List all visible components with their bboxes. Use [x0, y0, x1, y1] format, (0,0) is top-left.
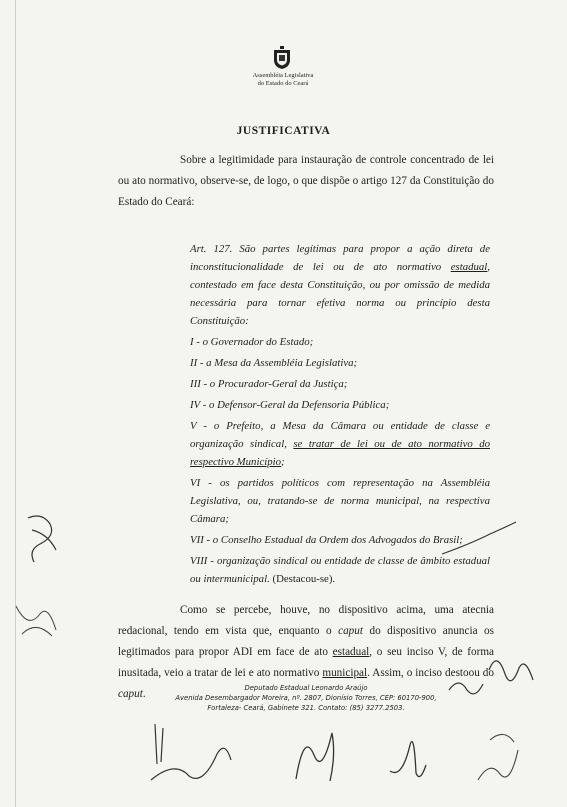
footer-line-2: Avenida Desembargador Moreira, nº. 2807, Dionísio Torres, CEP: 60170-900, [175, 694, 437, 702]
article-item: II - a Mesa da Assembléia Legislativa; [190, 357, 358, 369]
institution-line-1: Assembléia Legislativa [252, 72, 314, 79]
footer-line-1: Deputado Estadual Leonardo Araújo [244, 684, 368, 692]
article-item: VI - os partidos políticos com representação na Assembléia Legislativa, ou, tratando-se de norma municipal, na respectiva Câmara; [190, 477, 490, 525]
footer-address [118, 683, 494, 713]
closing-paragraph: Como se percebe, houve, no dispositivo acima, uma atecnia redacional, tendo em vista que, enquanto o caput do dispositivo anuncia os legitimados para propor ADI em face de ato estadual, o seu inciso V, de forma inusitada, veio a tratar de lei e ato normativo municipal. Assim, o inciso destoou do caput. [118, 604, 495, 700]
document-heading: JUSTIFICATIVA [236, 125, 331, 137]
footer-line-3: Fortaleza- Ceará, Gabinete 321. Contato: (85) 3277.2503. [207, 704, 405, 712]
institution-line-2: do Estado do Ceará [257, 80, 309, 87]
page-fold-line [15, 0, 16, 807]
intro-paragraph: Sobre a legitimidade para instauração de controle concentrado de lei ou ato normativo, observe-se, de logo, o que dispõe o artigo 127 da Constituição do Estado do Ceará: [118, 154, 494, 208]
article-item: III - o Procurador-Geral da Justiça; [190, 378, 348, 390]
signature-bottom-3 [380, 725, 430, 785]
article-item: V - o Prefeito, a Mesa da Câmara ou entidade de classe e organização sindical, se tratar de lei ou de ato normativo do respectivo Município; [190, 420, 490, 468]
institution-name [200, 72, 366, 88]
signature-right [445, 640, 540, 705]
signature-left-margin-2 [12, 600, 62, 640]
signature-flourish-right [440, 520, 520, 560]
article-item: IV - o Defensor-Geral da Defensoria Pública; [190, 399, 390, 411]
article-item: I - o Governador do Estado; [190, 336, 314, 348]
article-caput: Art. 127. São partes legítimas para propor a ação direta de inconstitucionalidade de lei ou de ato normativo estadual, contestado em face desta Constituição, ou por omissão de medida necessária para tornar efetiva norma ou princípio desta Constituição: [190, 243, 490, 327]
article-item: VII - o Conselho Estadual da Ordem dos Advogados do Brasil; [190, 534, 463, 546]
signature-left-margin [22, 510, 62, 570]
signature-bottom-1 [145, 720, 235, 790]
coat-of-arms-icon [271, 46, 293, 70]
signature-bottom-4 [470, 720, 525, 790]
signature-bottom-2 [290, 725, 340, 785]
article-item: VIII - organização sindical ou entidade de classe de âmbito estadual ou intermunicipal. (Destacou-se). [190, 555, 490, 585]
